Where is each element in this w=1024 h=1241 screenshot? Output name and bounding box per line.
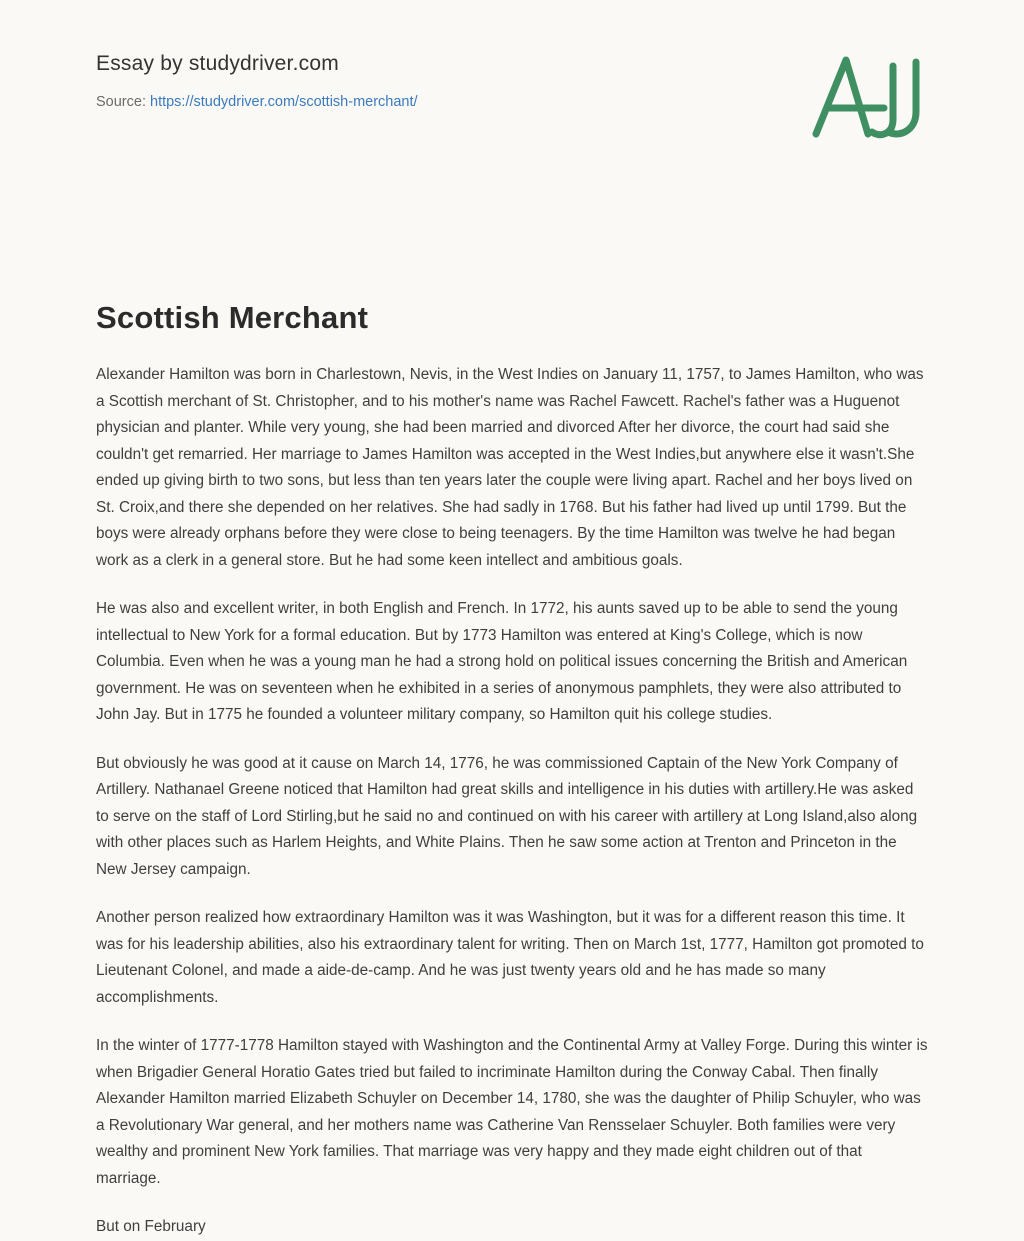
source-url-link[interactable]: https://studydriver.com/scottish-merchant/	[150, 94, 418, 110]
body-paragraph: But on February	[96, 1218, 206, 1235]
essay-by-prefix: Essay by	[96, 52, 189, 75]
body-paragraph: He was also and excellent writer, in both English and French. In 1772, his aunts saved up to be able to send the young intellectual to New York for a formal education. But by 1773 Hamilton was entered at King's College, which is now Columbia. Even when he was a young man he had a strong hold on political issues concerning the British and American government. He was on seventeen when he exhibited in a series of anonymous pamphlets, they were also attributed to John Jay. But in 1775 he founded a volunteer military company, so Hamilton quit his college studies.	[96, 600, 908, 723]
studydriver-logo-icon	[796, 42, 946, 152]
page-title: Scottish Merchant	[96, 300, 369, 335]
document-header	[96, 52, 928, 172]
brand-name: studydriver.com	[188, 52, 339, 75]
body-paragraph: In the winter of 1777-1778 Hamilton stayed with Washington and the Continental Army at Valley Forge. During this winter is when Brigadier General Horatio Gates tried but failed to incriminate Hamilton during the Conway Cabal. Then finally Alexander Hamilton married Elizabeth Schuyler on December 14, 1780, she was the daughter of Philip Schuyler, who was a Revolutionary War general, and her mothers name was Catherine Van Rensselaer Schuyler. Both families were very wealthy and prominent New York families. That marriage was very happy and they made eight children out of that marriage.	[96, 1037, 928, 1187]
body-paragraph: But obviously he was good at it cause on March 14, 1776, he was commissioned Captain of the New York Company of Artillery. Nathanael Greene noticed that Hamilton had great skills and intelligence in his duties with artillery.He was asked to serve on the staff of Lord Stirling,but he said no and continued on with his career with artillery at Long Island,also along with other places such as Harlem Heights, and White Plains. Then he saw some action at Trenton and Princeton in the New Jersey campaign.	[96, 754, 918, 878]
body-paragraph: Alexander Hamilton was born in Charlestown, Nevis, in the West Indies on January 11, 1757, to James Hamilton, who was a Scottish merchant of St. Christopher, and to his mother's name was Rachel Fawcett. Rachel's father was a Huguenot physician and planter. While very young, she had been married and divorced After her divorce, the court had said she couldn't get remarried. Her marriage to James Hamilton was accepted in the West Indies,but anywhere else it wasn't.She ended up giving birth to two sons, but less than ten years later the couple were living apart. Rachel and her boys lived on St. Croix,and there she depended on her relatives. She had sadly in 1768. But his father had lived up until 1799. But the boys were already orphans before they were close to being teenagers. By the time Hamilton was twelve he had began work as a clerk in a general store. But he had some keen intellect and ambitious goals.	[96, 366, 924, 569]
body-paragraph: Another person realized how extraordinary Hamilton was it was Washington, but it was for a different reason this time. It was for his leadership abilities, also his extraordinary talent for writing. Then on March 1st, 1777, Hamilton got promoted to Lieutenant Colonel, and made a aide-de-camp. And he was just twenty years old and he has made so many accomplishments.	[96, 909, 924, 1006]
document-body	[96, 362, 928, 1241]
source-label: Source:	[96, 94, 150, 110]
